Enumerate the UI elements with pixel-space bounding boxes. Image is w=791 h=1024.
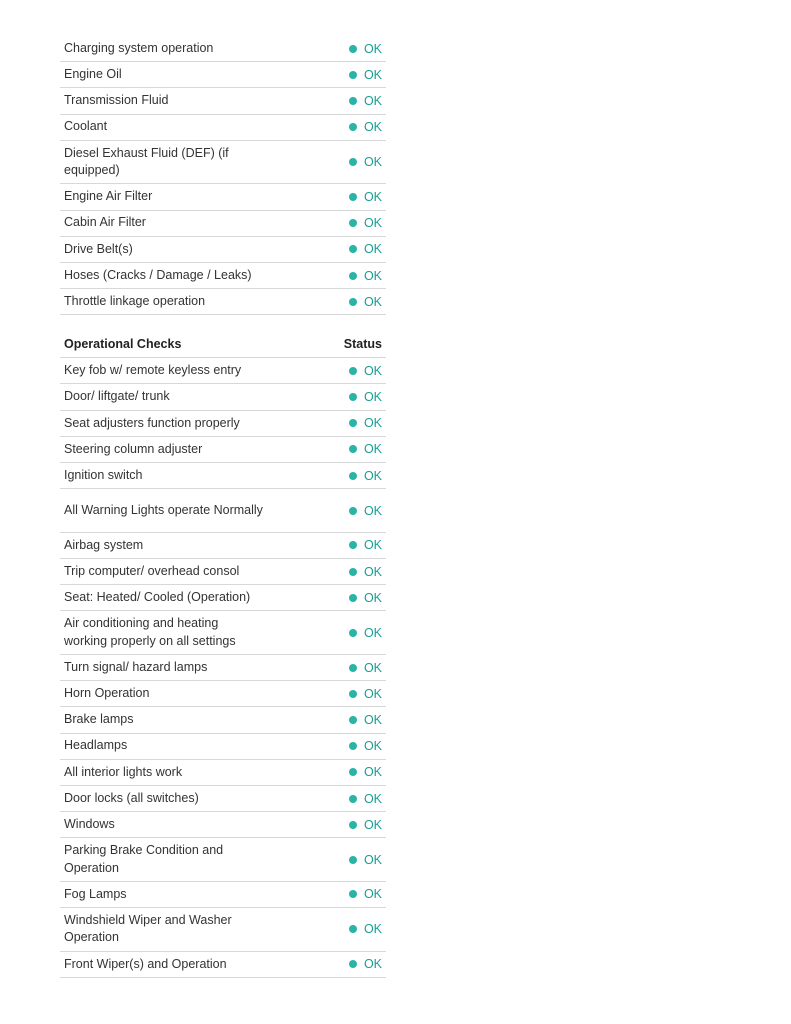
check-status: [264, 390, 386, 404]
status-text: OK: [363, 957, 382, 972]
check-row: [60, 681, 386, 707]
check-status: [264, 626, 386, 640]
status-text: OK: [363, 93, 382, 108]
check-status: [264, 591, 386, 605]
status-text: OK: [363, 686, 382, 701]
check-status: [264, 765, 386, 779]
status-column-header: Status: [343, 337, 382, 352]
check-label: Front Wiper(s) and Operation: [64, 956, 227, 971]
check-row: [60, 655, 386, 681]
check-row: [60, 611, 386, 655]
check-row: [60, 559, 386, 585]
section-title: Operational Checks: [64, 337, 182, 352]
check-status: [264, 120, 386, 134]
status-text: OK: [363, 538, 382, 553]
check-label: Turn signal/ hazard lamps: [64, 659, 208, 674]
check-row: [60, 882, 386, 908]
status-text: OK: [363, 390, 382, 405]
status-text: OK: [363, 120, 382, 135]
check-label: Coolant: [64, 119, 108, 134]
status-dot-icon: [349, 45, 357, 53]
status-dot-icon: [349, 123, 357, 131]
check-status: [264, 42, 386, 56]
status-dot-icon: [349, 245, 357, 253]
status-dot-icon: [349, 541, 357, 549]
check-status: [264, 416, 386, 430]
check-status: [264, 565, 386, 579]
check-row: [60, 838, 386, 882]
status-text: OK: [363, 242, 382, 257]
status-text: OK: [363, 189, 382, 204]
status-dot-icon: [349, 821, 357, 829]
check-status: [264, 887, 386, 901]
status-dot-icon: [349, 219, 357, 227]
check-status: [264, 661, 386, 675]
check-label: Drive Belt(s): [64, 241, 133, 256]
status-text: OK: [363, 67, 382, 82]
section-gap: [60, 315, 386, 331]
check-label: Seat: Heated/ Cooled (Operation): [64, 590, 251, 605]
check-label: Horn Operation: [64, 686, 150, 701]
check-status: [264, 504, 386, 518]
status-text: OK: [363, 625, 382, 640]
check-label: Engine Oil: [64, 67, 122, 82]
check-label: All Warning Lights operate Normally: [64, 502, 263, 517]
status-dot-icon: [349, 795, 357, 803]
check-label: Airbag system: [64, 537, 144, 552]
status-text: OK: [363, 41, 382, 56]
status-text: OK: [363, 590, 382, 605]
section-header: [60, 331, 386, 358]
status-dot-icon: [349, 71, 357, 79]
status-text: OK: [363, 922, 382, 937]
check-row: [60, 812, 386, 838]
check-row: [60, 211, 386, 237]
check-status: [264, 442, 386, 456]
check-label: Transmission Fluid: [64, 93, 169, 108]
status-text: OK: [363, 660, 382, 675]
status-dot-icon: [349, 158, 357, 166]
check-label: Hoses (Cracks / Damage / Leaks): [64, 267, 252, 282]
status-dot-icon: [349, 298, 357, 306]
check-status: [264, 792, 386, 806]
check-label: Fog Lamps: [64, 886, 127, 901]
check-status: [264, 957, 386, 971]
status-dot-icon: [349, 193, 357, 201]
status-text: OK: [363, 363, 382, 378]
check-label: Throttle linkage operation: [64, 293, 206, 308]
check-row: [60, 237, 386, 263]
status-dot-icon: [349, 716, 357, 724]
check-status: [264, 364, 386, 378]
check-label: Headlamps: [64, 738, 128, 753]
check-row: [60, 707, 386, 733]
status-text: OK: [363, 155, 382, 170]
check-row: [60, 141, 386, 185]
status-dot-icon: [349, 97, 357, 105]
status-dot-icon: [349, 472, 357, 480]
check-row: [60, 760, 386, 786]
check-row: [60, 411, 386, 437]
check-status: [264, 94, 386, 108]
status-dot-icon: [349, 272, 357, 280]
operational-checks-section: [60, 331, 386, 978]
status-text: OK: [363, 468, 382, 483]
check-status: [264, 242, 386, 256]
check-row: [60, 463, 386, 489]
check-status: [264, 538, 386, 552]
check-status: [264, 853, 386, 867]
status-dot-icon: [349, 890, 357, 898]
check-label: Air conditioning and heating working properly on all settings: [64, 616, 236, 648]
status-text: OK: [363, 564, 382, 579]
status-dot-icon: [349, 856, 357, 864]
check-status: [264, 469, 386, 483]
status-dot-icon: [349, 742, 357, 750]
status-text: OK: [363, 712, 382, 727]
check-row: [60, 489, 386, 533]
check-status: [264, 68, 386, 82]
check-row: [60, 437, 386, 463]
check-row: [60, 384, 386, 410]
check-row: [60, 786, 386, 812]
status-dot-icon: [349, 594, 357, 602]
check-row: [60, 533, 386, 559]
check-label: Ignition switch: [64, 467, 143, 482]
check-row: [60, 734, 386, 760]
check-label: Cabin Air Filter: [64, 215, 146, 230]
check-status: [264, 269, 386, 283]
check-label: Door locks (all switches): [64, 790, 199, 805]
check-label: Door/ liftgate/ trunk: [64, 389, 170, 404]
check-label: Windows: [64, 816, 115, 831]
check-label: Steering column adjuster: [64, 441, 203, 456]
check-row: [60, 62, 386, 88]
check-row: [60, 263, 386, 289]
status-dot-icon: [349, 664, 357, 672]
status-text: OK: [363, 442, 382, 457]
status-dot-icon: [349, 960, 357, 968]
check-row: [60, 36, 386, 62]
status-text: OK: [363, 294, 382, 309]
status-dot-icon: [349, 419, 357, 427]
status-text: OK: [363, 765, 382, 780]
check-row: [60, 115, 386, 141]
check-row: [60, 289, 386, 315]
fluids-section: [60, 36, 386, 315]
status-dot-icon: [349, 925, 357, 933]
check-status: [264, 216, 386, 230]
check-row: [60, 358, 386, 384]
check-row: [60, 952, 386, 978]
status-dot-icon: [349, 568, 357, 576]
check-label: Charging system operation: [64, 40, 214, 55]
check-label: Parking Brake Condition and Operation: [64, 843, 224, 875]
status-text: OK: [363, 852, 382, 867]
status-text: OK: [363, 739, 382, 754]
check-row: [60, 908, 386, 952]
status-dot-icon: [349, 690, 357, 698]
status-text: OK: [363, 887, 382, 902]
status-text: OK: [363, 268, 382, 283]
check-status: [264, 155, 386, 169]
status-text: OK: [363, 791, 382, 806]
check-label: Windshield Wiper and Washer Operation: [64, 912, 232, 945]
status-text: OK: [363, 216, 382, 231]
status-dot-icon: [349, 393, 357, 401]
status-dot-icon: [349, 367, 357, 375]
check-status: [264, 190, 386, 204]
status-text: OK: [363, 416, 382, 431]
check-status: [264, 713, 386, 727]
check-label: Diesel Exhaust Fluid (DEF) (if equipped): [64, 145, 229, 178]
check-status: [264, 922, 386, 936]
check-label: Seat adjusters function properly: [64, 415, 240, 430]
check-row: [60, 88, 386, 114]
status-text: OK: [363, 503, 382, 518]
check-status: [264, 687, 386, 701]
check-row: [60, 585, 386, 611]
check-label: Engine Air Filter: [64, 189, 153, 204]
status-text: OK: [363, 817, 382, 832]
check-label: Key fob w/ remote keyless entry: [64, 363, 242, 378]
check-row: [60, 184, 386, 210]
check-label: Trip computer/ overhead consol: [64, 563, 240, 578]
status-dot-icon: [349, 507, 357, 515]
check-status: [264, 818, 386, 832]
inspection-checklist: [60, 36, 386, 978]
check-status: [264, 295, 386, 309]
check-status: [264, 739, 386, 753]
status-dot-icon: [349, 445, 357, 453]
check-label: Brake lamps: [64, 712, 134, 727]
status-dot-icon: [349, 768, 357, 776]
status-dot-icon: [349, 629, 357, 637]
check-label: All interior lights work: [64, 764, 183, 779]
